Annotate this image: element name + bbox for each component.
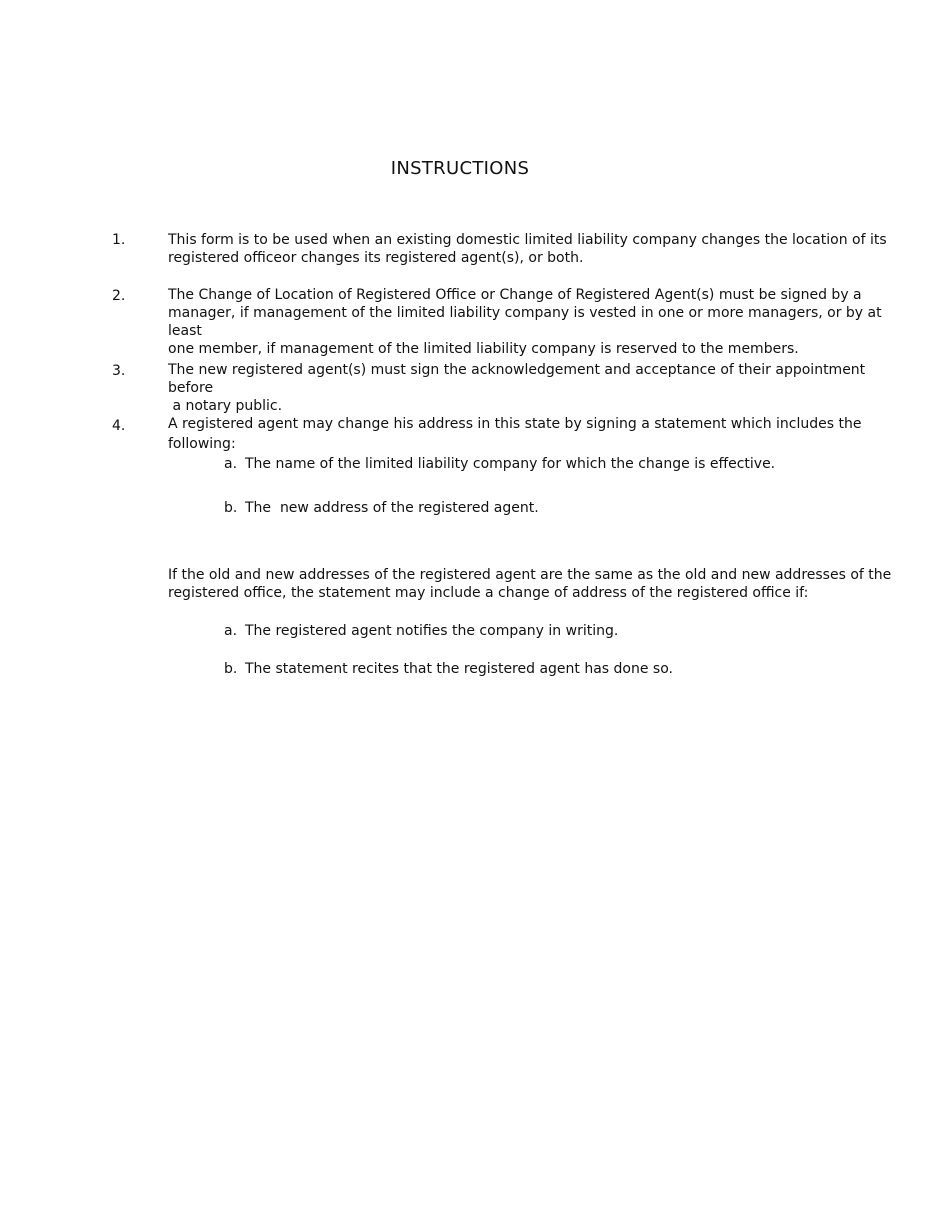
sub-letter: b. xyxy=(224,661,238,677)
page-title: INSTRUCTIONS xyxy=(390,158,530,179)
item-1-line-2: registered officeor changes its registered agent(s), or both. xyxy=(168,250,584,266)
item-text-4 xyxy=(168,415,898,453)
item-3-line-1: The new registered agent(s) must sign the acknowledgement and acceptance of their appointment before xyxy=(168,362,866,396)
sub-letter: a. xyxy=(224,456,238,472)
item-text-1 xyxy=(168,231,898,267)
item-4-line-1: A registered agent may change his address in this state by signing a statement which includes the xyxy=(168,416,862,432)
item-number-4: 4. xyxy=(112,418,126,434)
item-4-sub-b xyxy=(224,499,884,517)
item-number-1: 1. xyxy=(112,232,126,248)
sub-letter: b. xyxy=(224,500,238,516)
note-line-1: If the old and new addresses of the registered agent are the same as the old and new addresses of the xyxy=(168,567,892,583)
item-number-3: 3. xyxy=(112,363,126,379)
sub-text: The registered agent notifies the company in writing. xyxy=(245,623,619,639)
sub-text: The name of the limited liability company for which the change is effective. xyxy=(245,456,776,472)
item-1-line-1: This form is to be used when an existing domestic limited liability company changes the location of its xyxy=(168,232,887,248)
note-sub-b xyxy=(224,660,884,678)
item-2-line-1: The Change of Location of Registered Office or Change of Registered Agent(s) must be signed by a xyxy=(168,287,862,303)
item-2-line-2: manager, if management of the limited liability company is vested in one or more managers, or by at least xyxy=(168,305,882,339)
sub-letter: a. xyxy=(224,623,238,639)
item-number-2: 2. xyxy=(112,288,126,304)
item-4-line-2: following: xyxy=(168,436,236,452)
item-text-3 xyxy=(168,361,898,415)
item-text-2 xyxy=(168,286,898,358)
item-4-sub-a xyxy=(224,455,884,473)
sub-text: The new address of the registered agent. xyxy=(245,500,539,516)
item-2-line-3: one member, if management of the limited liability company is reserved to the members. xyxy=(168,341,799,357)
sub-text: The statement recites that the registered agent has done so. xyxy=(245,661,673,677)
note-paragraph xyxy=(168,566,898,602)
item-3-line-2: a notary public. xyxy=(168,398,283,414)
note-line-2: registered office, the statement may include a change of address of the registered office if: xyxy=(168,585,809,601)
note-sub-a xyxy=(224,622,884,640)
